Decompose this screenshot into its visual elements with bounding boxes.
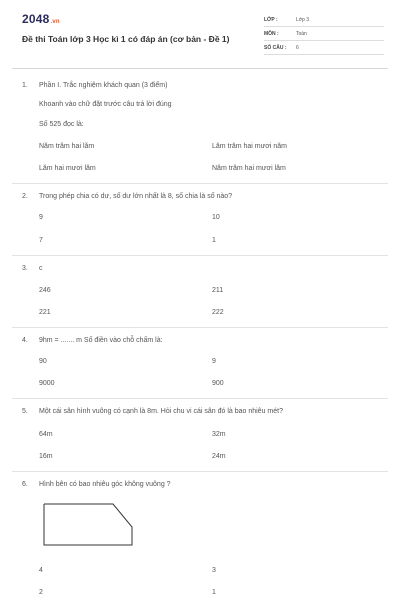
- answer-option[interactable]: 9000: [39, 380, 55, 387]
- meta-subject: [264, 27, 384, 41]
- answer-option[interactable]: 222: [212, 309, 224, 316]
- answer-option[interactable]: Lăm hai mươi lăm: [39, 165, 96, 172]
- answer-option[interactable]: 1: [212, 237, 216, 244]
- question-text: 9hm = ....... m Số điền vào chỗ chấm là:: [39, 337, 163, 344]
- answer-option[interactable]: 221: [39, 309, 51, 316]
- question-number: 5.: [22, 408, 28, 415]
- answer-option[interactable]: 16m: [39, 453, 53, 460]
- question-divider: [12, 398, 388, 399]
- question-prompt: Số 525 đọc là:: [39, 121, 84, 128]
- answer-option[interactable]: Năm trăm hai lăm: [39, 143, 95, 150]
- answer-option[interactable]: 211: [212, 287, 224, 294]
- site-logo[interactable]: [22, 12, 60, 26]
- question-number: 3.: [22, 265, 28, 272]
- header-divider: [12, 68, 388, 69]
- answer-option[interactable]: 32m: [212, 431, 226, 438]
- logo-text: 2048: [22, 12, 50, 26]
- question-text: Trong phép chia có dư, số dư lớn nhất là 8, số chia là số nào?: [39, 193, 233, 200]
- answer-option[interactable]: 900: [212, 380, 224, 387]
- answer-option[interactable]: 3: [212, 567, 216, 574]
- meta-question-count-value: 6: [296, 45, 299, 51]
- answer-option[interactable]: Lăm trăm hai mươi năm: [212, 143, 288, 150]
- question-instruction: Khoanh vào chữ đặt trước câu trả lời đúng: [39, 101, 172, 108]
- question-text: Phần I. Trắc nghiệm khách quan (3 điểm): [39, 82, 168, 89]
- question-text: Hình bên có bao nhiêu góc không vuông ?: [39, 481, 171, 488]
- question-text: Một cái sân hình vuông có cạnh là 8m. Hỏi chu vi cái sân đó là bao nhiêu mét?: [39, 408, 283, 415]
- question-divider: [12, 471, 388, 472]
- question-number: 1.: [22, 82, 28, 89]
- meta-grade-value: Lớp 3: [296, 17, 310, 23]
- answer-option[interactable]: 9: [212, 358, 216, 365]
- answer-option[interactable]: 246: [39, 287, 51, 294]
- meta-grade: [264, 13, 384, 27]
- exam-header: [12, 8, 388, 72]
- meta-question-count-key: SỐ CÂU :: [264, 45, 287, 51]
- question-divider: [12, 255, 388, 256]
- exam-title: Đề thi Toán lớp 3 Học kì 1 có đáp án (cơ bản - Đề 1): [22, 34, 230, 44]
- answer-option[interactable]: 1: [212, 589, 216, 596]
- question-number: 6.: [22, 481, 28, 488]
- answer-option[interactable]: 90: [39, 358, 47, 365]
- question-number: 4.: [22, 337, 28, 344]
- answer-option[interactable]: 10: [212, 214, 220, 221]
- question-text: c: [39, 265, 43, 272]
- answer-option[interactable]: 7: [39, 237, 43, 244]
- question-divider: [12, 183, 388, 184]
- answer-option[interactable]: 64m: [39, 431, 53, 438]
- pentagon-figure: [43, 503, 133, 546]
- answer-option[interactable]: 2: [39, 589, 43, 596]
- answer-option[interactable]: 9: [39, 214, 43, 221]
- answer-option[interactable]: 4: [39, 567, 43, 574]
- question-number: 2.: [22, 193, 28, 200]
- answer-option[interactable]: Năm trăm hai mươi lăm: [212, 165, 286, 172]
- meta-grade-key: LỚP :: [264, 17, 278, 23]
- meta-subject-key: MÔN :: [264, 31, 279, 37]
- meta-subject-value: Toán: [296, 31, 307, 37]
- question-divider: [12, 327, 388, 328]
- logo-tld: .vn: [50, 19, 60, 25]
- answer-option[interactable]: 24m: [212, 453, 226, 460]
- meta-question-count: [264, 41, 384, 55]
